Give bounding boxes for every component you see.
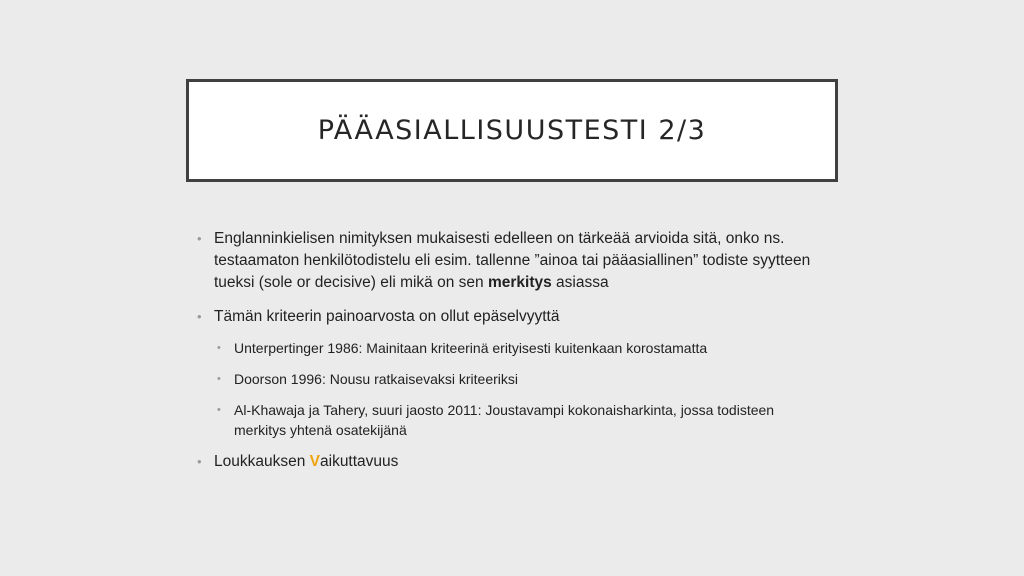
bullet-dot-icon: • (217, 373, 221, 385)
sub-bullet-item-2 (197, 369, 837, 389)
emphasis-text: merkitys (487, 274, 552, 291)
bullet-text: Englanninkielisen nimityksen mukaisesti edelleen on tärkeää arvioida sitä, onko ns. testaamaton henkilötodistelu eli esim. tallenne ”ainoa tai pääasiallinen” todiste syytteen tueksi (sole or decisive) eli mikä on sen merkitys asiassa (214, 230, 811, 291)
sub-bullet-text: Doorson 1996: Nousu ratkaisevaksi kriteeriksi (234, 371, 519, 387)
slide-content (197, 228, 837, 485)
bullet-text: Loukkauksen Vaikuttavuus (214, 453, 399, 470)
sub-bullet-text: Al-Khawaja ja Tahery, suuri jaosto 2011: Joustavampi kokonaisharkinta, jossa todisteen merkitys yhtenä osatekijänä (234, 402, 775, 438)
bullet-item-1 (197, 228, 837, 294)
bullet-item-3 (197, 451, 837, 473)
title-box (186, 79, 838, 182)
bullet-dot-icon: • (197, 454, 202, 469)
sub-bullet-item-3 (197, 400, 837, 440)
bullet-dot-icon: • (197, 231, 202, 246)
accent-letter: V (309, 453, 320, 470)
bullet-text: Tämän kriteerin painoarvosta on ollut epäselvyyttä (214, 308, 560, 325)
bullet-dot-icon: • (217, 404, 221, 416)
sub-bullet-item-1 (197, 338, 837, 358)
slide-title: PÄÄASIALLISUUSTESTI 2/3 (317, 115, 707, 146)
bullet-item-2 (197, 306, 837, 328)
bullet-dot-icon: • (217, 342, 221, 354)
sub-bullet-text: Unterpertinger 1986: Mainitaan kriteerinä erityisesti kuitenkaan korostamatta (234, 340, 708, 356)
bullet-dot-icon: • (197, 309, 202, 324)
